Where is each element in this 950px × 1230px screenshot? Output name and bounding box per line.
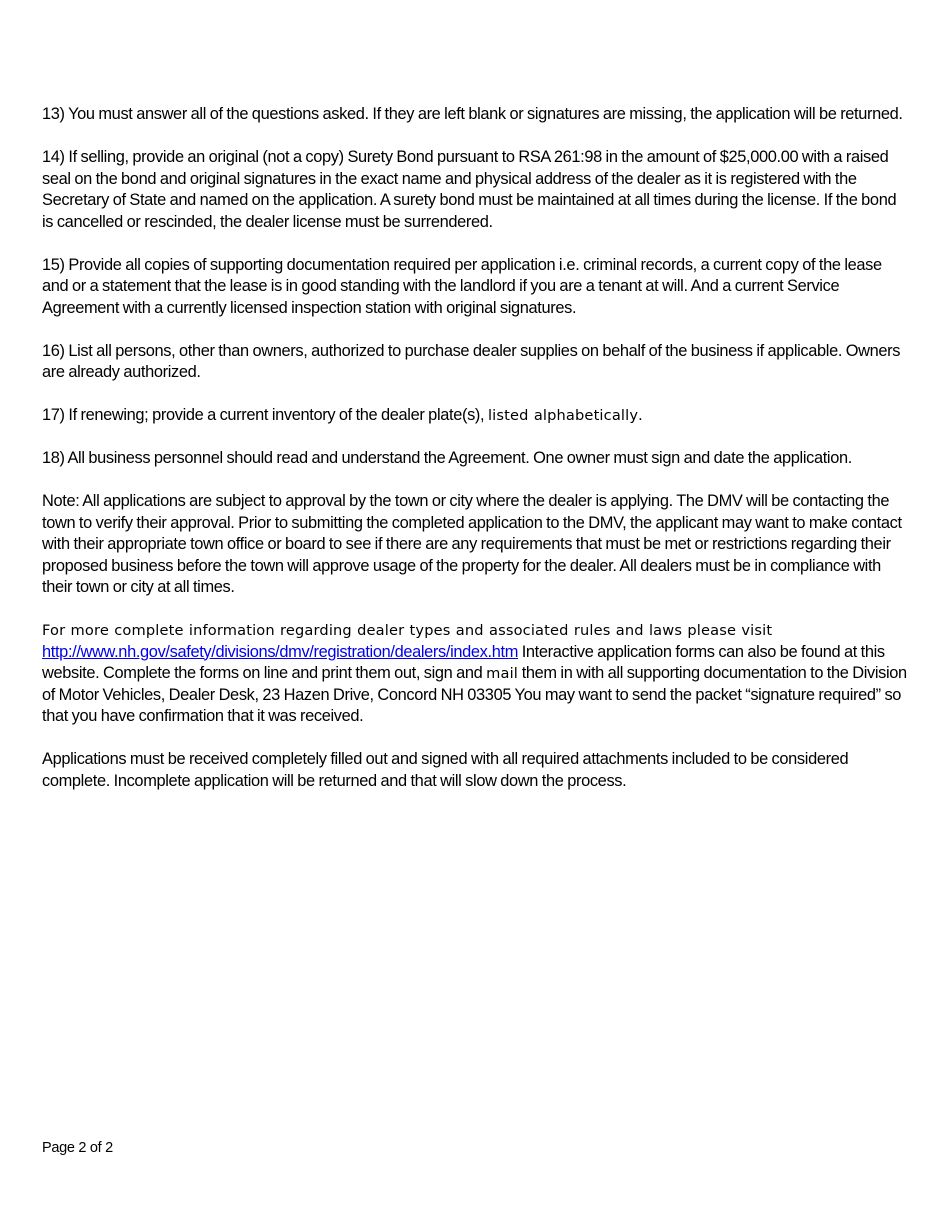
item-17 xyxy=(42,405,908,427)
item-text: List all persons, other than owners, authorized to purchase dealer supplies on behalf of the business if applicable. Owners are already authorized. xyxy=(42,341,901,381)
item-number: 13) xyxy=(42,105,65,123)
item-text: All business personnel should read and understand the Agreement. One owner must sign and date the application. xyxy=(67,449,852,467)
item-number: 17) xyxy=(42,406,65,424)
info-intro: For more complete information regarding dealer types and associated rules and laws please visit xyxy=(42,622,773,639)
info-rest: them in with all supporting documentation to the Division of Motor Vehicles, Dealer Desk, 23 Hazen Drive, Concord NH 03305 You may want to send the packet “signature required” so that you have confirmation that it was received. xyxy=(42,664,907,725)
info-mail-word: mail xyxy=(486,665,518,682)
document-body xyxy=(42,104,908,814)
item-14 xyxy=(42,147,908,233)
note-paragraph: Note: All applications are subject to approval by the town or city where the dealer is applying. The DMV will be contacting the town to verify their approval. Prior to submitting the completed application to the DMV, the applicant may want to make contact with their appropriate town office or board to see if there are any requirements that must be met or restrictions regarding their proposed business before the town will approve usage of the property for the dealer. All dealers must be in compliance with their town or city at all times. xyxy=(42,492,902,596)
item-text: You must answer all of the questions asked. If they are left blank or signatures are missing, the application will be returned. xyxy=(68,105,903,123)
item-number: 14) xyxy=(42,148,65,166)
item-18 xyxy=(42,448,908,470)
item-text: If selling, provide an original (not a copy) Surety Bond pursuant to RSA 261:98 in the amount of $25,000.00 with a raised seal on the bond and original signatures in the exact name and physical address of the dealer as it is registered with the Secretary of State and named on the application. A surety bond must be maintained at all times during the license. If the bond is cancelled or rescinded, the dealer license must be surrendered. xyxy=(42,148,897,231)
page-number: Page 2 of 2 xyxy=(42,1140,113,1156)
info-after-link: Interactive application forms can also be found at this website. Complete the forms on line and print them out, sign and xyxy=(42,642,885,682)
item-text-end: . xyxy=(638,406,643,424)
item-15 xyxy=(42,255,908,320)
item-16 xyxy=(42,341,908,384)
item-text-alphabetically: listed alphabetically xyxy=(487,407,639,424)
item-number: 16) xyxy=(42,341,65,360)
item-number: 18) xyxy=(42,449,65,467)
item-number: 15) xyxy=(42,255,65,274)
closing-paragraph: Applications must be received completely filled out and signed with all required attachments included to be considered complete. Incomplete application will be returned and that will slow down the process. xyxy=(42,750,849,790)
item-13 xyxy=(42,104,908,126)
item-text: If renewing; provide a current inventory of the dealer plate(s), xyxy=(68,406,488,424)
item-text: Provide all copies of supporting documentation required per application i.e. criminal records, a current copy of the lease and or a statement that the lease is in good standing with the landlord if you are a tenant at will. And a current Service Agreement with a currently licensed inspection station with original signatures. xyxy=(42,255,882,317)
info-paragraph xyxy=(42,620,908,728)
dealers-info-link[interactable]: http://www.nh.gov/safety/divisions/dmv/registration/dealers/index.htm xyxy=(42,642,518,661)
